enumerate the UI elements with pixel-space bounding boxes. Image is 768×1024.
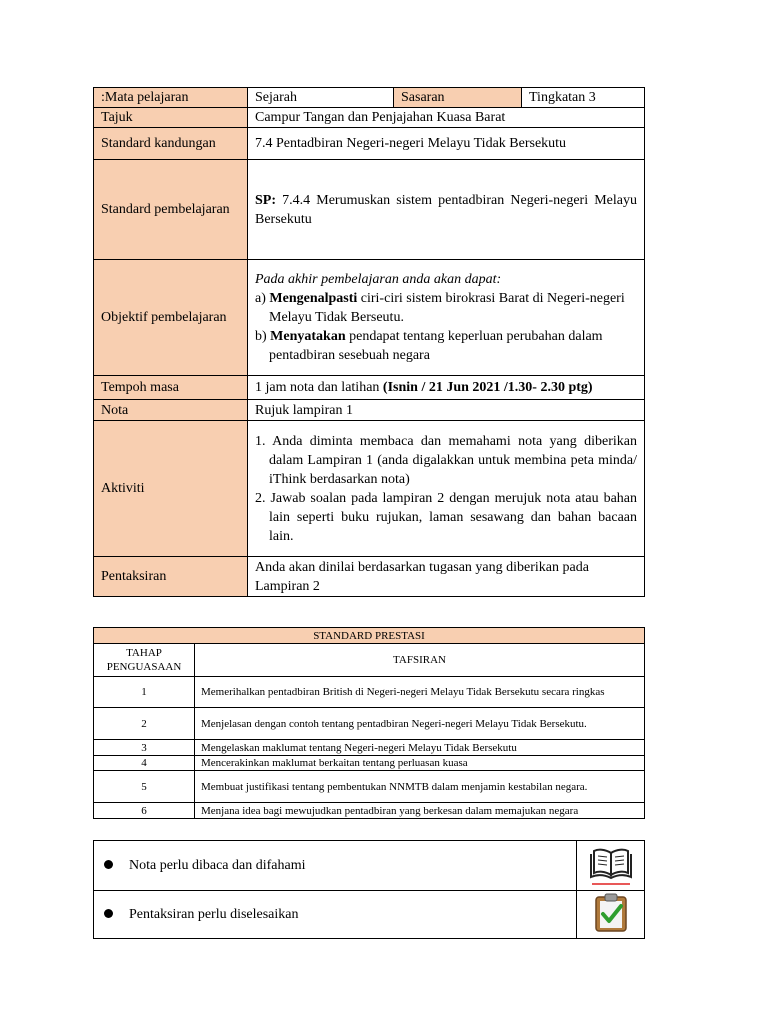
reminder-cell	[94, 891, 577, 939]
assessment-value: Anda akan dinilai berdasarkan tugasan yang diberikan pada Lampiran 2	[248, 557, 645, 597]
activity-list	[255, 432, 637, 546]
notes-label: Nota	[94, 400, 248, 421]
clipboard-check-icon	[591, 891, 631, 933]
learning-standard-label: Standard pembelajaran	[94, 160, 248, 260]
table-row	[94, 771, 645, 803]
level-cell: 6	[94, 803, 195, 819]
assessment-label: Pentaksiran	[94, 557, 248, 597]
description-cell: Menjelasan dengan contoh tentang pentadbiran Negeri-negeri Melayu Tidak Bersekutu.	[195, 708, 645, 740]
standard-prestasi-table	[93, 627, 645, 819]
description-cell: Mencerakinkan maklumat berkaitan tentang perluasan kuasa	[195, 756, 645, 771]
learning-standard-prefix: SP:	[255, 192, 276, 208]
topic-row	[94, 108, 645, 128]
target-label: Sasaran	[394, 88, 522, 108]
content-standard-label: Standard kandungan	[94, 128, 248, 160]
subject-value: Sejarah	[248, 88, 394, 108]
objective-marker: b)	[255, 329, 267, 344]
level-cell: 4	[94, 756, 195, 771]
objective-verb: Mengenalpasti	[269, 291, 358, 306]
duration-label: Tempoh masa	[94, 376, 248, 400]
description-cell: Menjana idea bagi mewujudkan pentadbiran yang berkesan dalam memajukan negara	[195, 803, 645, 819]
description-cell: Mengelaskan maklumat tentang Negeri-negeri Melayu Tidak Bersekutu	[195, 740, 645, 756]
objective-text: ciri-ciri sistem birokrasi Barat di Negeri-negeri Melayu Tidak Berseutu.	[269, 291, 625, 325]
objective-verb: Menyatakan	[270, 329, 346, 344]
activity-row	[94, 421, 645, 557]
level-cell: 1	[94, 677, 195, 708]
reminder-text: Nota perlu dibaca dan difahami	[129, 857, 306, 873]
activity-item: 1. Anda diminta membaca dan memahami nota yang diberikan dalam Lampiran 1 (anda digalakkan untuk membina peta minda/ iThink berdasarkan nota)	[255, 433, 637, 487]
subject-label: :Mata pelajaran	[94, 88, 248, 108]
table-row	[94, 803, 645, 819]
objective-list	[255, 289, 637, 365]
objective-row	[94, 260, 645, 376]
notes-value: Rujuk lampiran 1	[248, 400, 645, 421]
objective-item	[255, 327, 637, 365]
table-row	[94, 677, 645, 708]
level-cell: 5	[94, 771, 195, 803]
lesson-plan-table	[93, 87, 645, 597]
reminders-table	[93, 840, 645, 939]
prestasi-title: STANDARD PRESTASI	[94, 628, 645, 644]
bullet-icon	[104, 909, 113, 918]
reminder-cell	[94, 841, 577, 891]
reminder-row	[94, 891, 645, 939]
duration-value	[248, 376, 645, 400]
objective-value	[248, 260, 645, 376]
description-cell: Membuat justifikasi tentang pembentukan NNMTB dalam menjamin kestabilan negara.	[195, 771, 645, 803]
target-value: Tingkatan 3	[522, 88, 645, 108]
objective-marker: a)	[255, 291, 266, 306]
learning-standard-value	[248, 160, 645, 260]
topic-label: Tajuk	[94, 108, 248, 128]
duration-date: (Isnin / 21 Jun 2021 /1.30- 2.30 ptg)	[382, 380, 593, 395]
open-book-icon	[588, 841, 634, 885]
content-standard-row	[94, 128, 645, 160]
duration-text: 1 jam nota dan latihan	[255, 380, 383, 395]
prestasi-title-row	[94, 628, 645, 644]
notes-row	[94, 400, 645, 421]
table-row	[94, 708, 645, 740]
assessment-row	[94, 557, 645, 597]
description-column-header: TAFSIRAN	[195, 644, 645, 677]
activity-value	[248, 421, 645, 557]
reminder-icon-cell	[577, 841, 645, 891]
table-row	[94, 740, 645, 756]
level-cell: 3	[94, 740, 195, 756]
objective-item	[255, 289, 637, 327]
duration-row	[94, 376, 645, 400]
learning-standard-text: 7.4.4 Merumuskan sistem pentadbiran Negeri-negeri Melayu Bersekutu	[255, 192, 637, 227]
learning-standard-row	[94, 160, 645, 260]
level-cell: 2	[94, 708, 195, 740]
bullet-icon	[104, 860, 113, 869]
reminder-icon-cell	[577, 891, 645, 939]
table-row	[94, 756, 645, 771]
objective-label: Objektif pembelajaran	[94, 260, 248, 376]
activity-label: Aktiviti	[94, 421, 248, 557]
content-standard-value: 7.4 Pentadbiran Negeri-negeri Melayu Tidak Bersekutu	[248, 128, 645, 160]
description-cell: Memerihalkan pentadbiran British di Negeri-negeri Melayu Tidak Bersekutu secara ringkas	[195, 677, 645, 708]
topic-value: Campur Tangan dan Penjajahan Kuasa Barat	[248, 108, 645, 128]
objective-intro: Pada akhir pembelajaran anda akan dapat:	[255, 272, 502, 287]
subject-row	[94, 88, 645, 108]
prestasi-header-row	[94, 644, 645, 677]
reminder-row	[94, 841, 645, 891]
objective-text: pendapat tentang keperluan perubahan dalam pentadbiran sesebuah negara	[269, 329, 603, 363]
activity-item: 2. Jawab soalan pada lampiran 2 dengan merujuk nota atau bahan lain seperti buku rujukan, laman sesawang dan bahan bacaan lain.	[255, 490, 637, 544]
reminder-text: Pentaksiran perlu diselesaikan	[129, 906, 299, 922]
level-column-header: TAHAP PENGUASAAN	[94, 644, 195, 677]
